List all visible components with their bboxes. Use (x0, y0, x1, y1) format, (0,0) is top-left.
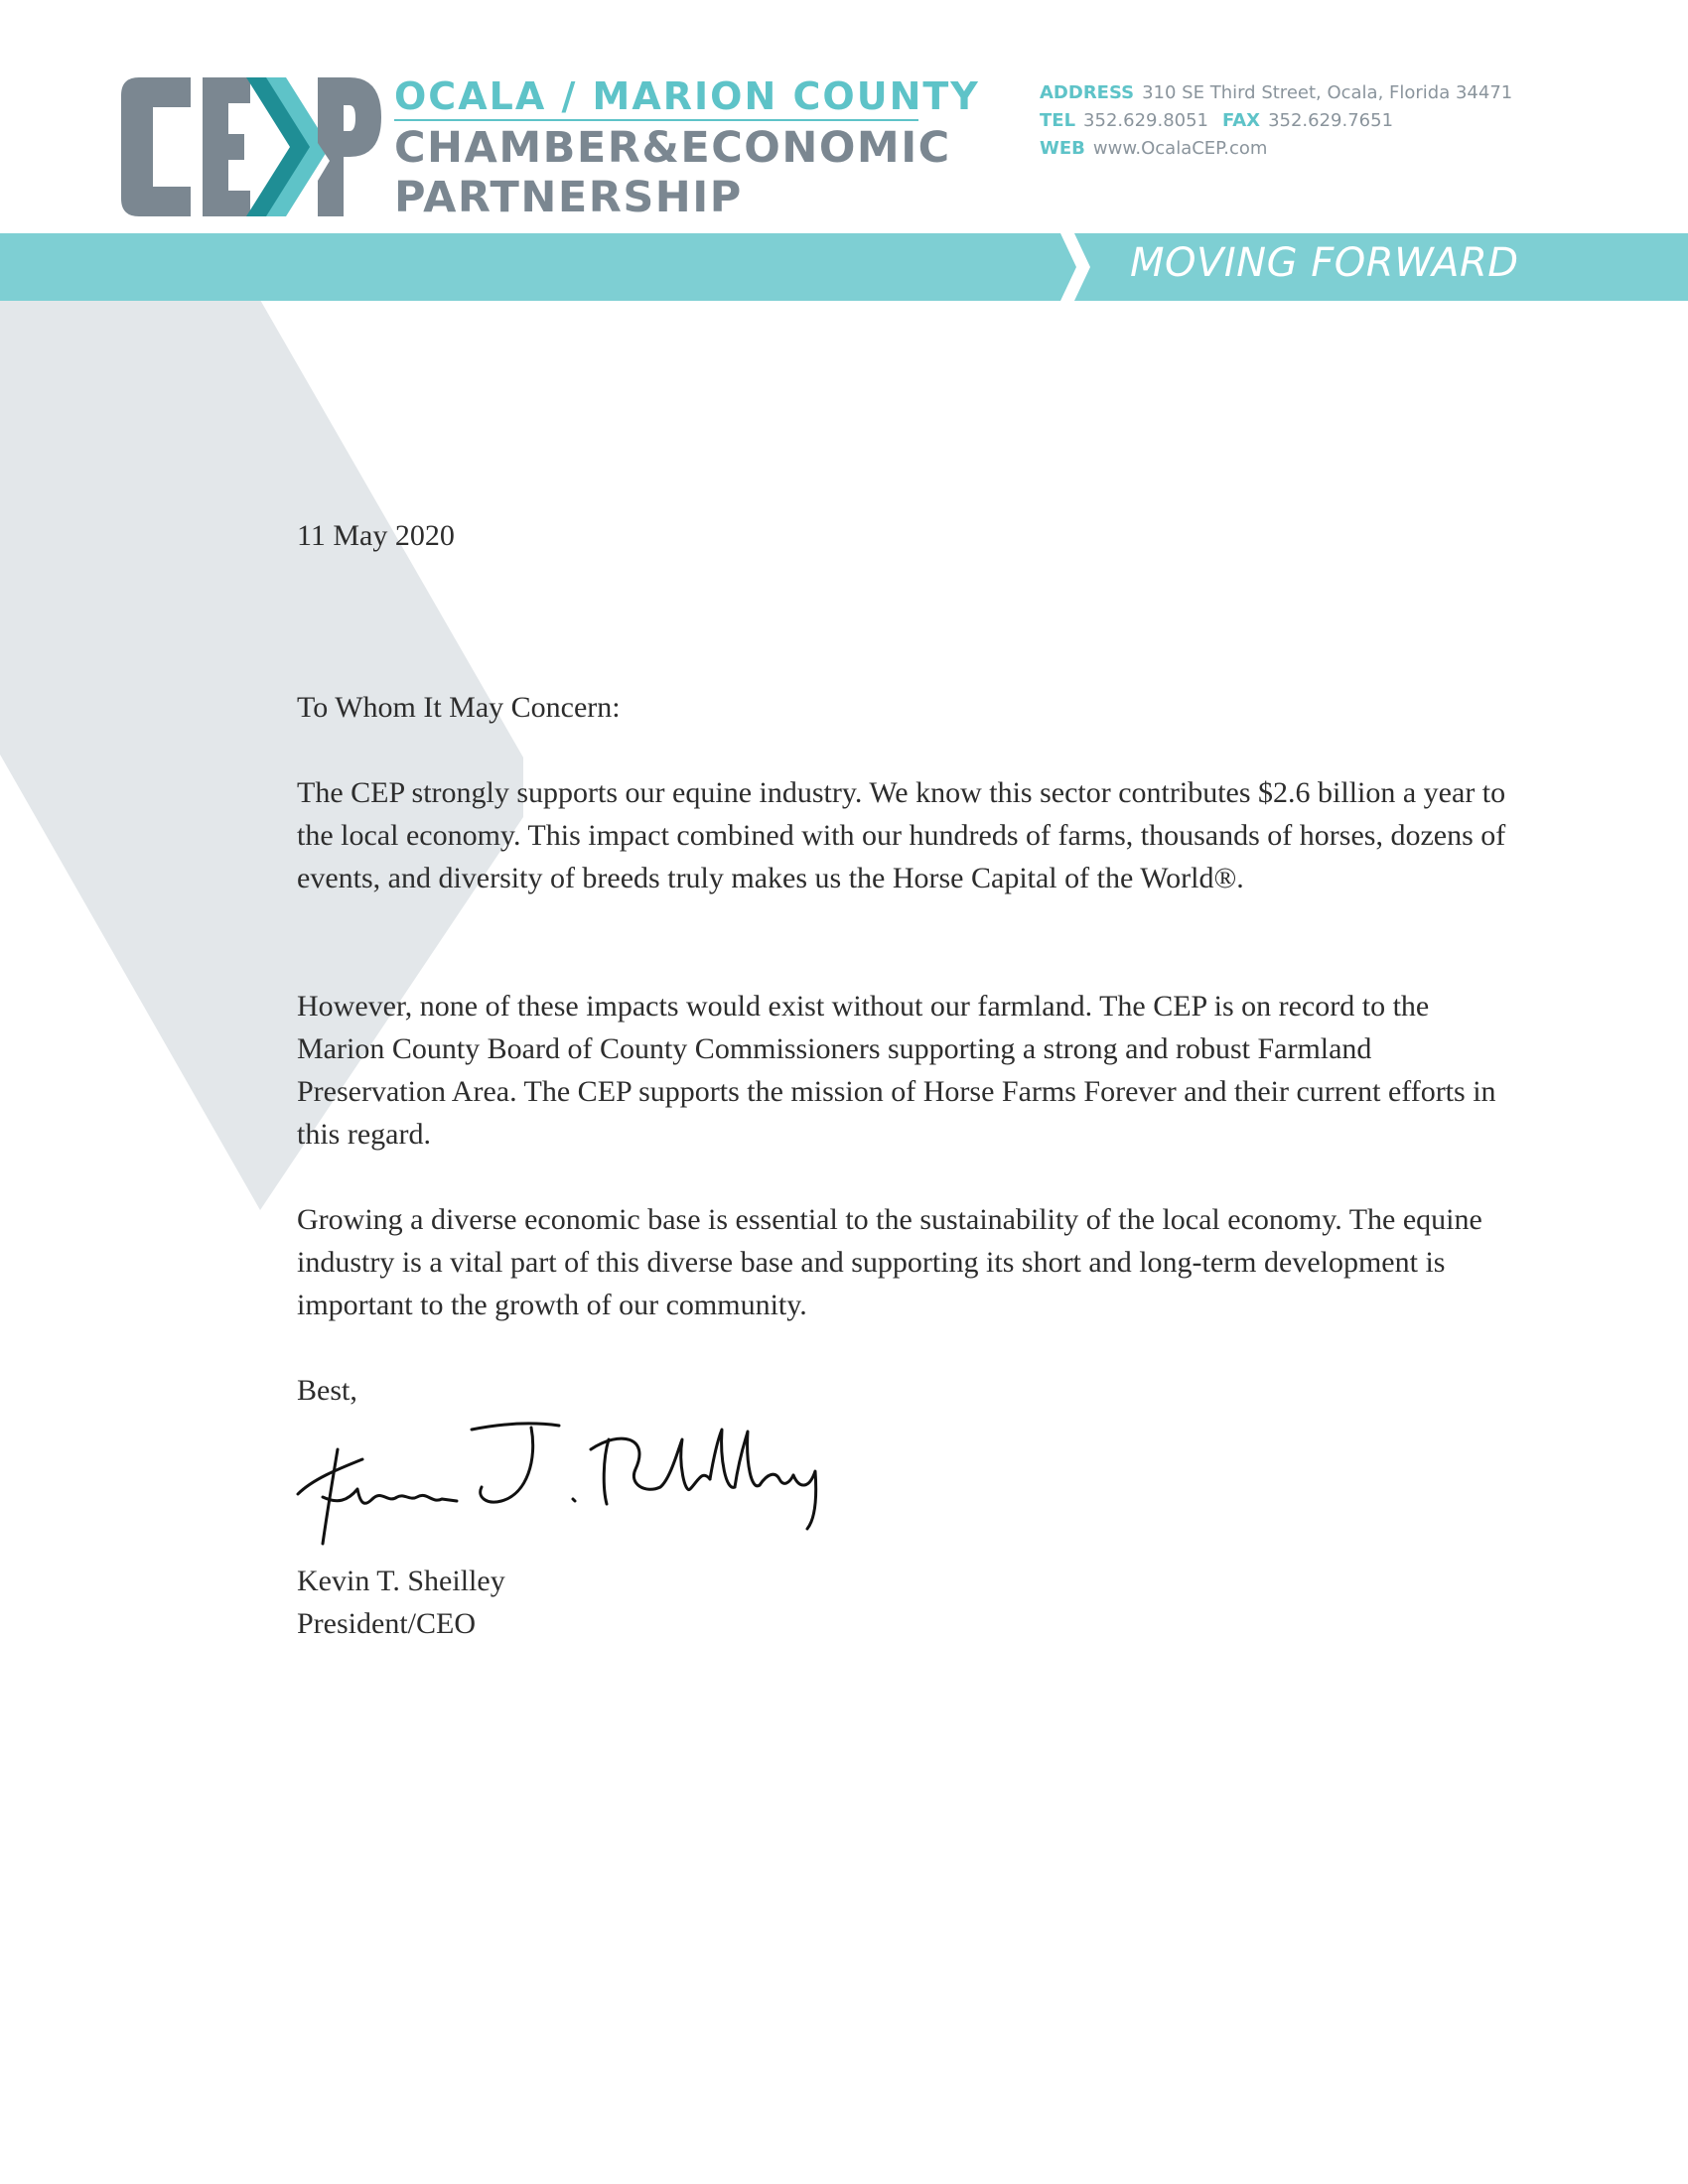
tel-value: 352.629.8051 (1083, 110, 1209, 131)
address-value: 310 SE Third Street, Ocala, Florida 34471 (1142, 82, 1513, 103)
letter-salutation: To Whom It May Concern: (297, 691, 621, 724)
logo-divider (394, 119, 918, 121)
letter-paragraph: The CEP strongly supports our equine industry. We know this sector contributes $2.6 billion a year to the local economy. This impact combined with our hundreds of farms, thousands of horses, dozens of events, and diversity of breeds truly makes us the Horse Capital of the World®. (297, 776, 1506, 894)
web-value[interactable]: www.OcalaCEP.com (1092, 138, 1268, 159)
fax-label: FAX (1222, 110, 1261, 131)
contact-block (1040, 79, 1512, 163)
contact-address-row (1040, 79, 1512, 107)
signer-title: President/CEO (297, 1607, 476, 1640)
letter-paragraph: Growing a diverse economic base is essential to the sustainability of the local economy. The equine industry is a vital part of this diverse base and supporting its short and long-term development is important to the growth of our community. (297, 1203, 1482, 1321)
web-label: WEB (1040, 138, 1085, 159)
cep-logo-icon (121, 77, 381, 216)
logo-wordmark (394, 73, 980, 222)
signer-name: Kevin T. Sheilley (297, 1565, 505, 1597)
fax-value: 352.629.7651 (1268, 110, 1394, 131)
logo-line-chamber: CHAMBER&ECONOMIC (394, 123, 951, 173)
contact-phone-row (1040, 107, 1512, 135)
contact-web-row (1040, 135, 1512, 163)
tagline: MOVING FORWARD (1130, 240, 1519, 286)
signature-icon (293, 1410, 829, 1559)
letter-paragraph: However, none of these impacts would exist without our farmland. The CEP is on record to the Marion County Board of County Commissioners supporting a strong and robust Farmland Preservation Area. The CEP supports the mission of Horse Farms Forever and their current efforts in this regard. (297, 990, 1496, 1151)
address-label: ADDRESS (1040, 82, 1135, 103)
logo-line-ocala: OCALA / MARION COUNTY (394, 74, 980, 118)
logo-line-partnership: PARTNERSHIP (394, 173, 743, 222)
tel-label: TEL (1040, 110, 1076, 131)
letter-date: 11 May 2020 (297, 519, 455, 552)
letter-closing: Best, (297, 1374, 357, 1407)
